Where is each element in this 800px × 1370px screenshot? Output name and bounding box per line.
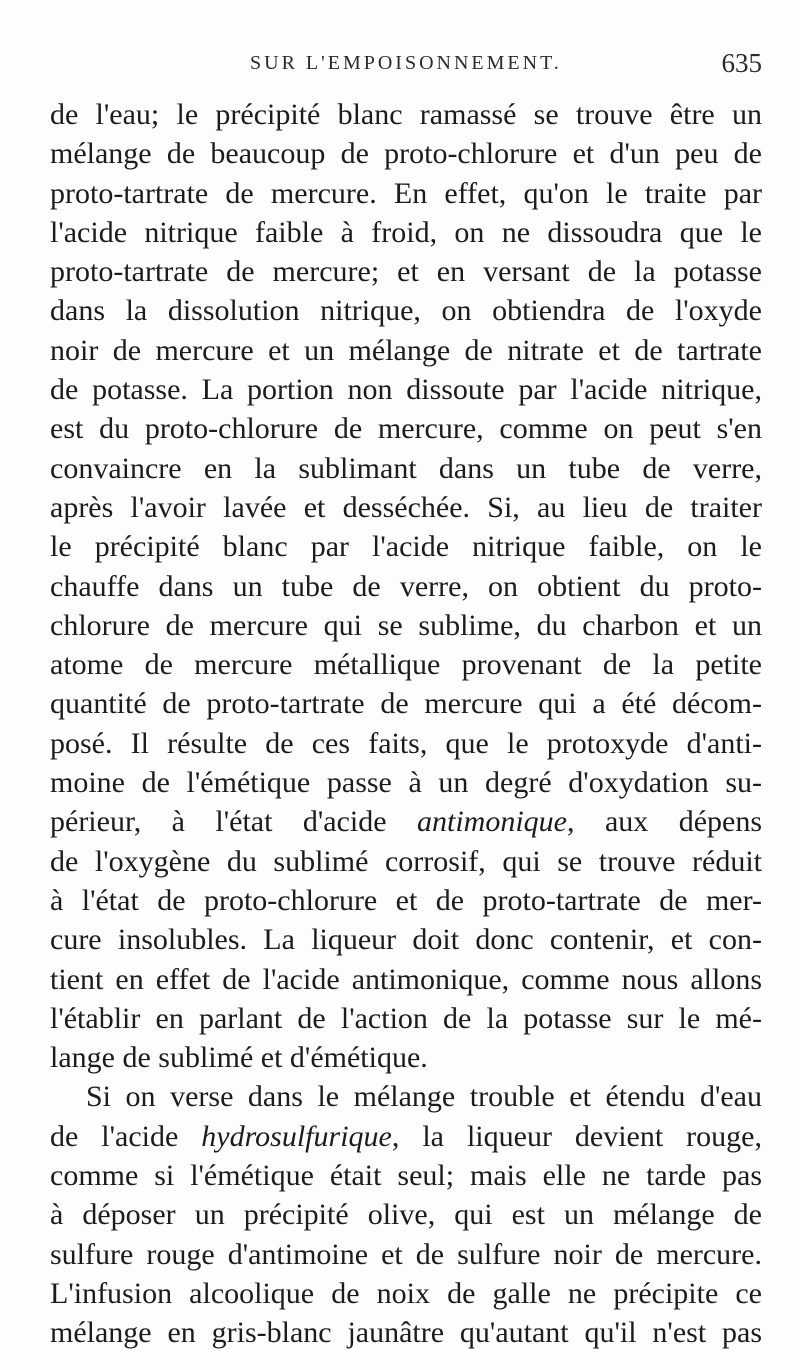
text-line: Si on verse dans le mélange trouble et étendu d'eau xyxy=(86,1080,762,1114)
text-line: chlorure de mercure qui se sublime, du charbon et un xyxy=(50,608,762,642)
text-line: cure insolubles. La liqueur doit donc contenir, et con- xyxy=(50,923,762,957)
text-line: mélange de beaucoup de proto-chlorure et d'un peu de xyxy=(50,137,762,171)
text-line: dans la dissolution nitrique, on obtiendra de l'oxyde xyxy=(50,294,762,328)
text-line: quantité de proto-tartrate de mercure qui a été décom- xyxy=(50,687,762,721)
text-segment: de l'acide xyxy=(50,1119,202,1153)
text-line: convaincre en la sublimant dans un tube de verre, xyxy=(50,451,762,485)
text-line: après l'avoir lavée et desséchée. Si, au lieu de traiter xyxy=(50,490,762,524)
text-segment: , la liqueur devient rouge, xyxy=(391,1119,762,1153)
italic-term: antimonique xyxy=(417,805,568,839)
page-number: 635 xyxy=(721,48,762,78)
text-line: L'infusion alcoolique de noix de galle ne précipite ce xyxy=(50,1276,762,1310)
text-line: l'acide nitrique faible à froid, on ne dissoudra que le xyxy=(50,215,762,249)
text-line: mélange en gris-blanc jaunâtre qu'autant qu'il n'est pas xyxy=(50,1316,762,1350)
text-line xyxy=(50,802,762,841)
text-line: de l'eau; le précipité blanc ramassé se trouve être un xyxy=(50,98,762,131)
text-line: noir de mercure et un mélange de nitrate et de tartrate xyxy=(50,333,762,367)
text-line: moine de l'émétique passe à un degré d'oxydation su- xyxy=(50,766,762,800)
text-line: de potasse. La portion non dissoute par l'acide nitrique, xyxy=(50,373,762,407)
text-line: tient en effet de l'acide antimonique, comme nous allons xyxy=(50,962,762,996)
text-line: proto-tartrate de mercure; et en versant de la potasse xyxy=(50,255,762,289)
text-line: chauffe dans un tube de verre, on obtient du proto- xyxy=(50,569,762,603)
text-line: posé. Il résulte de ces faits, que le protoxyde d'anti- xyxy=(50,726,762,760)
text-line: comme si l'émétique était seul; mais elle ne tarde pas xyxy=(50,1159,762,1193)
text-line: sulfure rouge d'antimoine et de sulfure noir de mercure. xyxy=(50,1237,762,1271)
text-line: le précipité blanc par l'acide nitrique faible, on le xyxy=(50,530,762,564)
body-text xyxy=(50,95,762,1353)
text-line: est du proto-chlorure de mercure, comme on peut s'en xyxy=(50,412,762,446)
text-line: de l'oxygène du sublimé corrosif, qui se trouve réduit xyxy=(50,844,762,878)
text-line xyxy=(50,1117,762,1156)
text-segment: périeur, à l'état d'acide xyxy=(50,805,418,839)
text-line: à l'état de proto-chlorure et de proto-tartrate de mer- xyxy=(50,883,762,917)
running-head xyxy=(50,48,762,82)
text-line: l'établir en parlant de l'action de la potasse sur le mé- xyxy=(50,1001,762,1035)
text-segment: , aux dépens xyxy=(567,805,762,839)
text-line: atome de mercure métallique provenant de la petite xyxy=(50,648,762,682)
running-title: SUR L'EMPOISONNEMENT. xyxy=(250,52,562,74)
text-line: proto-tartrate de mercure. En effet, qu'on le traite par xyxy=(50,176,762,210)
text-line: lange de sublimé et d'émétique. xyxy=(50,1041,428,1075)
italic-term: hydrosulfurique xyxy=(201,1119,392,1153)
text-line: à déposer un précipité olive, qui est un mélange de xyxy=(50,1198,762,1232)
